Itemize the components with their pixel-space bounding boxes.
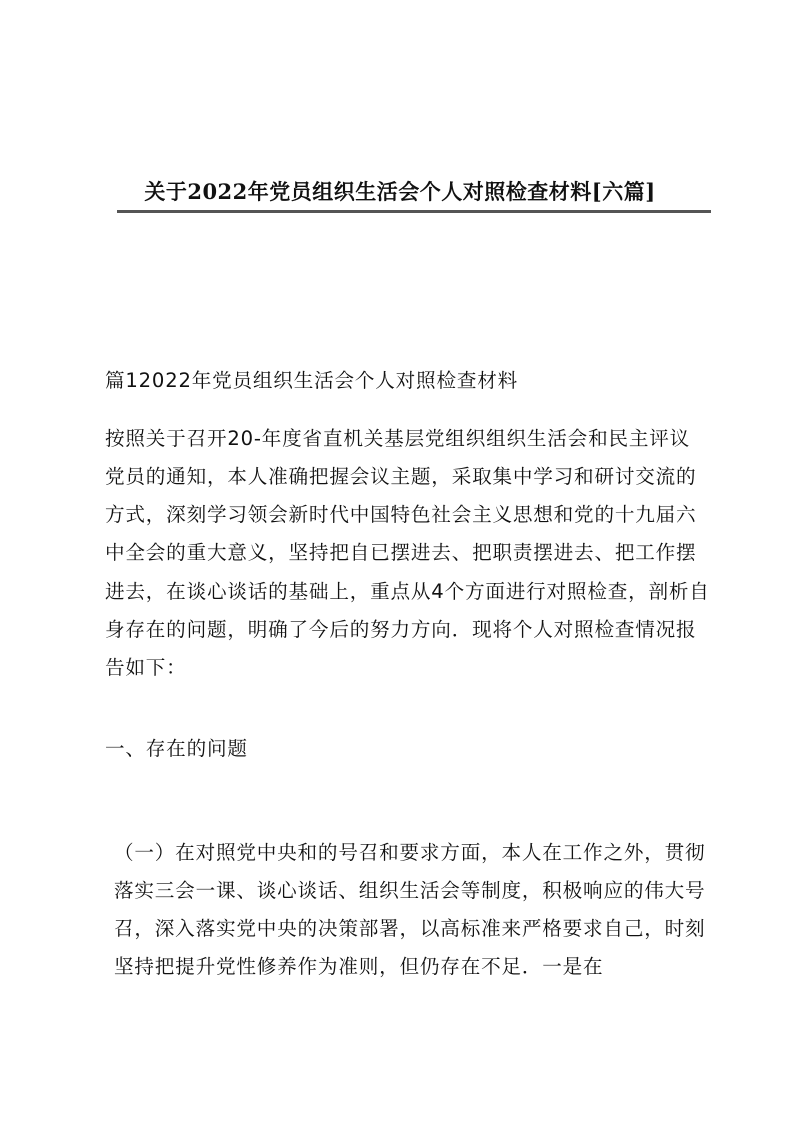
piece-heading: 篇12022年党员组织生活会个人对照检查材料 — [105, 369, 519, 392]
problems-section-heading: 一、存在的问题 — [105, 737, 248, 760]
title-underline-divider — [117, 210, 711, 213]
intro-paragraph: 按照关于召开20-年度省直机关基层党组织组织生活会和民主评议党员的通知，本人准确把握会议主题，采取集中学习和研讨交流的方式，深刻学习领会新时代中国特色社会主义思想和党的十九届六中全会的重大意义，坚持把自已摆进去、把职责摆进去、把工作摆进去，在谈心谈话的基础上，重点从4个方面进行对照检查，剖析自身存在的问题，明确了今后的努力方向．现将个人对照检查情况报告如下： — [105, 426, 710, 680]
item-one-paragraph: （一）在对照党中央和的号召和要求方面，本人在工作之外，贯彻落实三会一课、谈心谈话、组织生活会等制度，积极响应的伟大号召，深入落实党中央的决策部署，以高标准来严格要求自己，时刻坚持把提升党性修养作为准则，但仍存在不足．一是在 — [114, 840, 706, 979]
document-title: 关于2022年党员组织生活会个人对照检查材料[六篇] — [144, 179, 656, 205]
